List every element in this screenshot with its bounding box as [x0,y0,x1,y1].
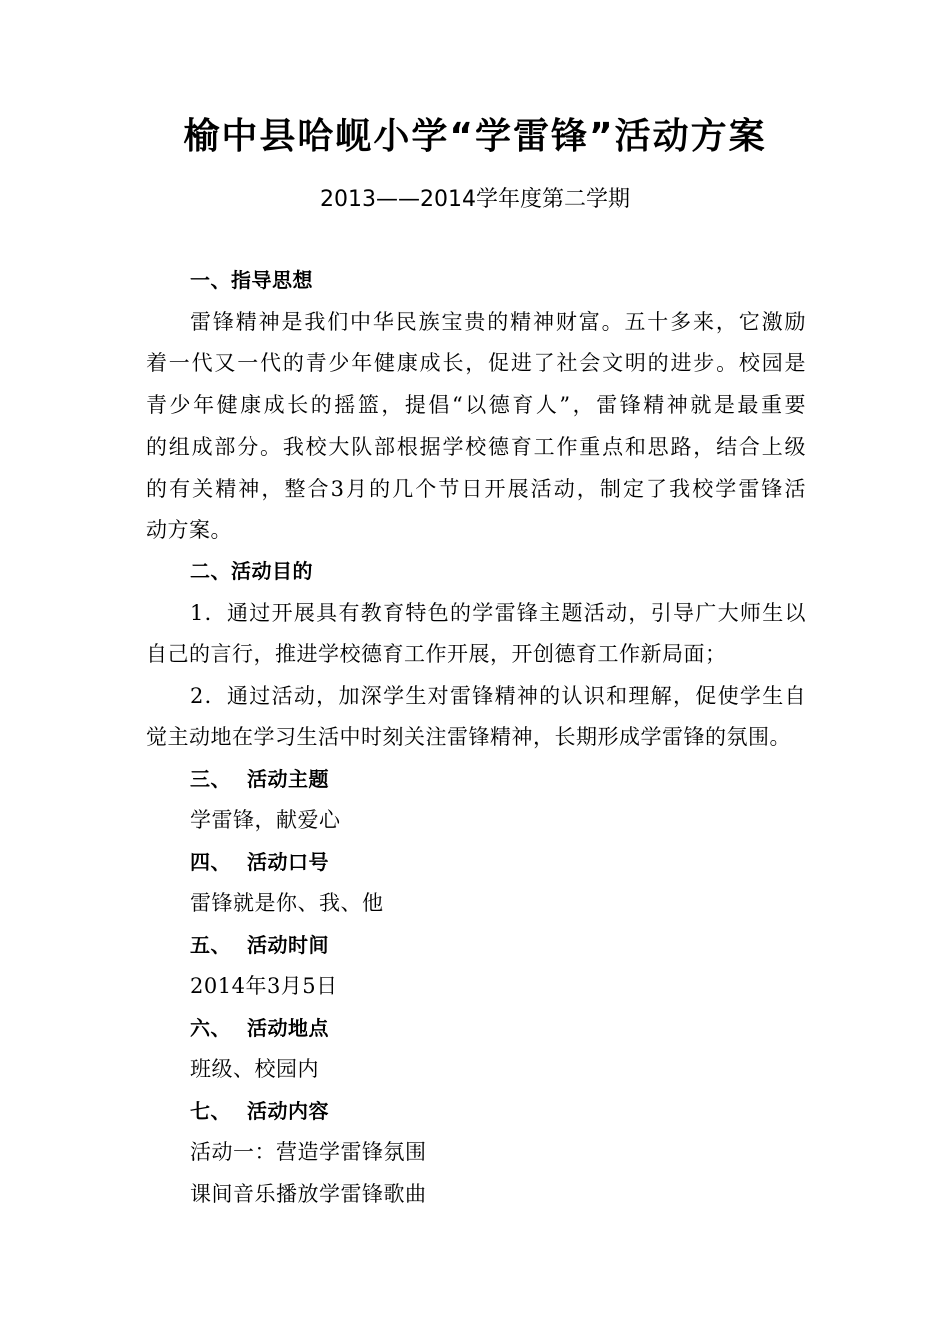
section-label: 活动内容 [247,1099,329,1123]
section-content-location: 班级、校园内 [190,1057,319,1081]
paragraph-line: 雷锋精神是我们中华民族宝贵的精神财富。五十多来，它激励 [190,310,806,334]
paragraph-line: 的有关精神，整合3月的几个节日开展活动，制定了我校学雷锋活 [146,477,806,501]
section-label: 活动时间 [247,933,329,957]
document-title: 榆中县哈岘小学“学雷锋”活动方案 [183,116,767,157]
document-subtitle: 2013——2014学年度第二学期 [320,187,630,212]
section-heading-guiding-ideology: 一、指导思想 [190,268,313,292]
section-heading-activity-goals: 二、活动目的 [190,559,313,583]
paragraph-line: 动方案。 [146,518,232,542]
paragraph-line: 的组成部分。我校大队部根据学校德育工作重点和思路，结合上级 [146,435,806,459]
paragraph-line: 自己的言行，推进学校德育工作开展，开创德育工作新局面； [146,642,727,666]
section-label: 活动口号 [247,850,329,874]
section-heading-activity-location [190,1008,806,1048]
paragraph-line: 1．通过开展具有教育特色的学雷锋主题活动，引导广大师生以 [190,601,806,625]
section-number: 三、 [190,767,231,791]
section-heading-activity-content [190,1091,806,1131]
section-content-theme: 学雷锋，献爱心 [190,808,341,832]
section-content-time: 2014年3月5日 [190,974,338,998]
paragraph-line: 青少年健康成长的摇篮，提倡“以德育人”，雷锋精神就是最重要 [146,393,806,417]
section-number: 四、 [190,850,231,874]
section-label: 活动地点 [247,1016,329,1040]
section-label: 活动主题 [247,767,329,791]
paragraph-line: 着一代又一代的青少年健康成长，促进了社会文明的进步。校园是 [146,351,806,375]
activity-item: 课间音乐播放学雷锋歌曲 [190,1182,427,1206]
section-number: 五、 [190,933,231,957]
section-number: 七、 [190,1099,231,1123]
section-heading-activity-slogan [190,842,806,882]
section-content-slogan: 雷锋就是你、我、他 [190,891,384,915]
section-number: 六、 [190,1016,231,1040]
activity-item: 活动一：营造学雷锋氛围 [190,1140,427,1164]
paragraph-line: 2．通过活动，加深学生对雷锋精神的认识和理解，促使学生自 [190,684,806,708]
paragraph-line: 觉主动地在学习生活中时刻关注雷锋精神，长期形成学雷锋的氛围。 [146,725,791,749]
section-heading-activity-time [190,925,806,965]
section-heading-activity-theme [190,759,806,799]
